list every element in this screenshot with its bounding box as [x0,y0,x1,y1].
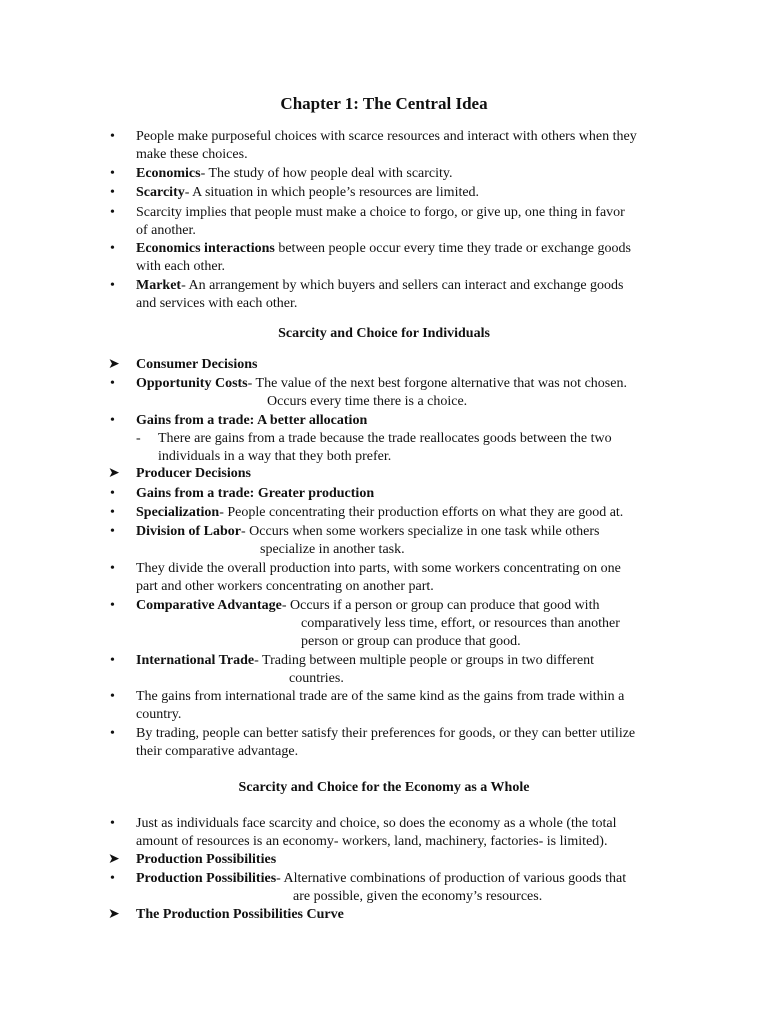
definition-text: - The study of how people deal with scarcity. [200,166,453,181]
definition-text: - People concentrating their production efforts on what they are good at. [219,505,624,520]
bullet-marker: • [110,129,115,144]
definition-text: - A situation in which people’s resources are limited. [184,185,480,200]
arrow-marker: ➤ [108,466,120,481]
item-text-cont: Occurs every time there is a choice. [267,394,468,409]
list-item [110,725,676,761]
item-text: The gains from international trade are of the same kind as the gains from trade within a [136,689,625,704]
bullet-marker: • [110,278,115,293]
bullet-marker: • [110,166,115,181]
definition-text: - Alternative combinations of production of various goods that [276,871,627,886]
term-economics-interactions: Economics interactions [136,241,275,256]
list-item [110,375,676,411]
arrow-marker: ➤ [108,357,120,372]
list-item [110,277,676,313]
definition-text: - The value of the next best forgone alternative that was not chosen. [247,376,627,391]
dash-marker: - [136,431,141,446]
bullet-marker: • [110,816,115,831]
list-item [110,560,676,596]
item-text: They divide the overall production into parts, with some workers concentrating on one [136,561,621,576]
bullet-marker: • [110,598,115,613]
bullet-marker: • [110,376,115,391]
list-item [110,204,676,240]
bullet-marker: • [110,413,115,428]
list-item [136,430,658,466]
bullet-marker: • [110,524,115,539]
list-item [110,128,676,164]
item-text: By trading, people can better satisfy their preferences for goods, or they can better utilize [136,726,636,741]
bullet-marker: • [110,561,115,576]
item-text-cont: country. [136,707,182,722]
list-item [110,870,676,906]
item-text-cont: countries. [289,671,344,686]
term-division-of-labor: Division of Labor [136,524,242,539]
subheading-gains-allocation: Gains from a trade: A better allocation [136,413,368,428]
list-item [110,485,676,503]
term-scarcity: Scarcity [136,185,185,200]
definition-text: - Trading between multiple people or groups in two different [254,653,595,668]
list-item [110,165,676,183]
item-text-cont: individuals in a way that they both prefer. [158,449,392,464]
list-item [110,412,676,430]
arrow-marker: ➤ [108,907,120,922]
list-item [108,851,676,869]
list-item [110,652,676,688]
term-market: Market [136,278,182,293]
subheading-consumer-decisions: Consumer Decisions [136,357,258,372]
bullet-marker: • [110,205,115,220]
list-item [110,523,676,559]
item-text-cont: with each other. [136,259,226,274]
item-text-cont: are possible, given the economy’s resources. [293,889,543,904]
section-heading-individuals: Scarcity and Choice for Individuals [278,326,490,341]
bullet-marker: • [110,486,115,501]
list-item [110,815,676,851]
item-text: Just as individuals face scarcity and choice, so does the economy as a whole (the total [136,816,617,831]
bullet-marker: • [110,185,115,200]
item-text-cont: person or group can produce that good. [301,634,521,649]
page-title: Chapter 1: The Central Idea [280,94,488,113]
bullet-marker: • [110,241,115,256]
item-text-cont: part and other workers concentrating on another part. [136,579,434,594]
definition-text: between people occur every time they trade or exchange goods [274,241,631,256]
item-text-cont: amount of resources is an economy- workers, land, machinery, factories- is limited). [136,834,608,849]
item-text-cont: specialize in another task. [260,542,405,557]
item-text: Scarcity implies that people must make a choice to forgo, or give up, one thing in favor [136,205,625,220]
section-heading-economy: Scarcity and Choice for the Economy as a Whole [238,780,530,795]
item-text-cont: make these choices. [136,147,248,162]
list-item [108,906,676,924]
list-item [110,240,676,276]
subheading-gains-production: Gains from a trade: Greater production [136,486,375,501]
bullet-marker: • [110,726,115,741]
term-specialization: Specialization [136,505,220,520]
bullet-marker: • [110,653,115,668]
list-item [108,465,676,483]
term-opportunity-costs: Opportunity Costs [136,376,248,391]
item-text-cont: their comparative advantage. [136,744,299,759]
item-text: There are gains from a trade because the trade reallocates goods between the two [158,431,612,446]
definition-text: - An arrangement by which buyers and sellers can interact and exchange goods [181,278,624,293]
subheading-ppc: The Production Possibilities Curve [136,907,344,922]
list-item [110,688,676,724]
item-text-cont: of another. [136,223,196,238]
bullet-marker: • [110,871,115,886]
item-text-cont: and services with each other. [136,296,298,311]
item-text-cont: comparatively less time, effort, or resources than another [301,616,620,631]
term-international-trade: International Trade [136,653,255,668]
term-production-possibilities: Production Possibilities [136,871,277,886]
item-text: People make purposeful choices with scarce resources and interact with others when they [136,129,637,144]
list-item [108,356,676,374]
subheading-producer-decisions: Producer Decisions [136,466,251,481]
arrow-marker: ➤ [108,852,120,867]
term-comparative-advantage: Comparative Advantage [136,598,282,613]
definition-text: - Occurs if a person or group can produce that good with [281,598,600,613]
bullet-marker: • [110,505,115,520]
term-economics: Economics [136,166,201,181]
list-item [110,597,676,651]
list-item [110,184,676,202]
subheading-production-possibilities: Production Possibilities [136,852,277,867]
bullet-marker: • [110,689,115,704]
definition-text: - Occurs when some workers specialize in one task while others [241,524,600,539]
list-item [110,504,676,522]
